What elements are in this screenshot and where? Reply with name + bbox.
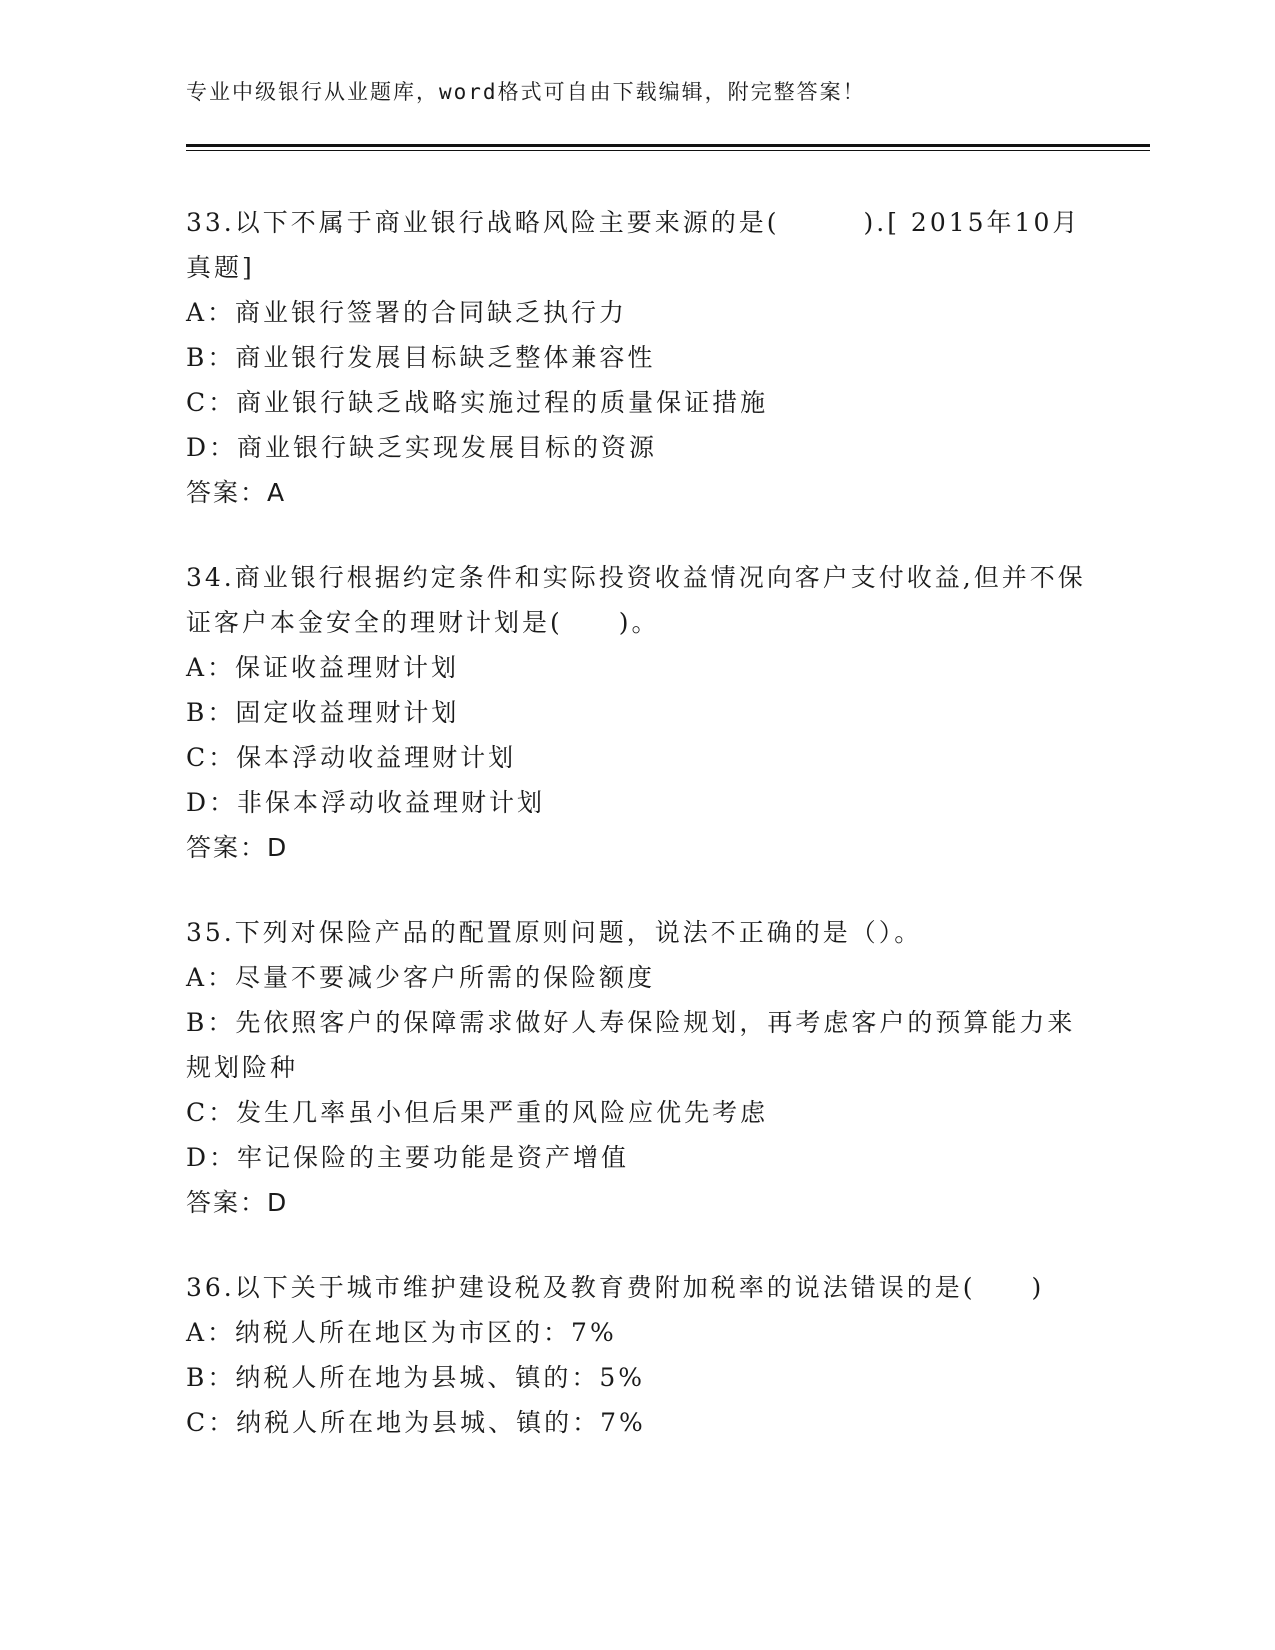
question-36 [186, 1265, 1086, 1445]
header-divider-thick [186, 144, 1150, 147]
option-a: A：保证收益理财计划 [186, 653, 460, 682]
option-d: D：商业银行缺乏实现发展目标的资源 [186, 433, 658, 462]
answer: 答案：D [186, 833, 289, 862]
question-list [186, 200, 1086, 1485]
option-b: B：固定收益理财计划 [186, 698, 460, 727]
option-b: B：先依照客户的保障需求做好人寿保险规划，再考虑客户的预算能力来规划险种 [186, 1008, 1076, 1082]
option-a: A：尽量不要减少客户所需的保险额度 [186, 963, 656, 992]
question-33 [186, 200, 1086, 515]
option-b: B：商业银行发展目标缺乏整体兼容性 [186, 343, 656, 372]
option-a: A：纳税人所在地区为市区的：7% [186, 1318, 617, 1347]
option-d: D：牢记保险的主要功能是资产增值 [186, 1143, 630, 1172]
option-c: C：发生几率虽小但后果严重的风险应优先考虑 [186, 1098, 769, 1127]
answer: 答案：A [186, 478, 287, 507]
header-divider-thin [186, 150, 1150, 151]
option-d: D：非保本浮动收益理财计划 [186, 788, 546, 817]
question-stem: 35.下列对保险产品的配置原则问题，说法不正确的是（）。 [186, 918, 923, 947]
question-stem: 33.以下不属于商业银行战略风险主要来源的是( ).[ 2015年10月真题] [186, 208, 1081, 282]
option-b: B：纳税人所在地为县城、镇的：5% [186, 1363, 646, 1392]
answer: 答案：D [186, 1188, 289, 1217]
question-34 [186, 555, 1086, 870]
question-35 [186, 910, 1086, 1225]
option-c: C：保本浮动收益理财计划 [186, 743, 517, 772]
question-stem: 34.商业银行根据约定条件和实际投资收益情况向客户支付收益,但并不保证客户本金安全的理财计划是( )。 [186, 563, 1086, 637]
question-stem: 36.以下关于城市维护建设税及教育费附加税率的说法错误的是( ) [186, 1273, 1045, 1302]
option-c: C：商业银行缺乏战略实施过程的质量保证措施 [186, 388, 769, 417]
option-a: A：商业银行签署的合同缺乏执行力 [186, 298, 628, 327]
page-header: 专业中级银行从业题库，word格式可自由下载编辑，附完整答案！ [186, 80, 866, 104]
option-c: C：纳税人所在地为县城、镇的：7% [186, 1408, 646, 1437]
